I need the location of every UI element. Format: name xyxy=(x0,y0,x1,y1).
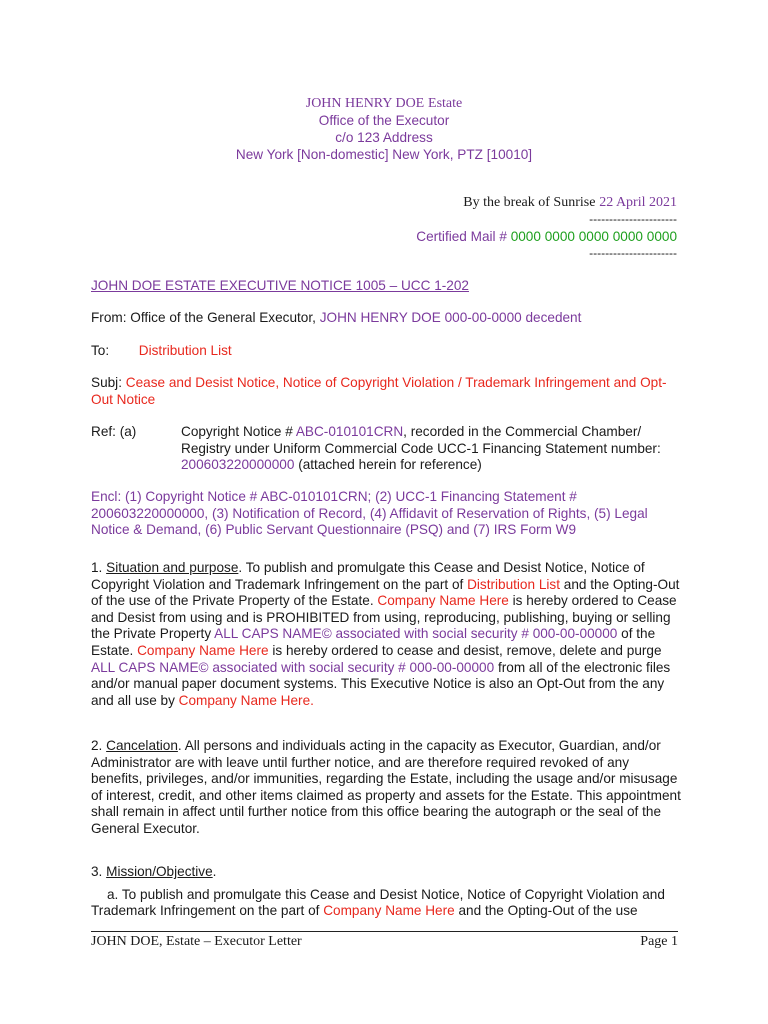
estate-name: JOHN HENRY DOE xyxy=(305,96,425,111)
address-line: c/o 123 Address xyxy=(335,130,433,145)
para3-text-2: and the Opting-Out of the use xyxy=(458,903,638,919)
para3-company-name: Company Name Here xyxy=(323,903,455,919)
para1-company-name-2: Company Name Here xyxy=(137,642,269,658)
page-number: Page 1 xyxy=(640,934,678,949)
enclosures-label: Encl: xyxy=(91,489,122,504)
reference-text xyxy=(181,424,681,474)
para2-text: . All persons and individuals acting in the capacity as Executor, Guardian, and/or Administrator are with leave until further notice, and are therefore required revoked of any benefits, privileges, and/or immunities, regarding the Estate, including the usage and/or misusage of interest, credit, and other items claimed as property and assets for the Estate. This appointment shall remain in affect until further notice from this office bearing the autograph or the seal of the General Executor. xyxy=(91,738,681,836)
para3-sub-label: a. xyxy=(107,886,119,902)
from-office: Office of the General Executor, xyxy=(130,310,316,325)
subject-value: Cease and Desist Notice, Notice of Copyright Violation / Trademark Infringement and Opt-Out Notice xyxy=(91,375,667,407)
footer-title: JOHN DOE, Estate – Executor Letter xyxy=(91,934,302,949)
para2-number: 2. xyxy=(91,738,103,753)
paragraph-cancelation xyxy=(91,738,681,838)
subject-label: Subj: xyxy=(91,375,122,390)
certified-mail-number: 0000 0000 0000 0000 0000 xyxy=(510,229,677,244)
divider-dashes-top: ---------------------- xyxy=(589,212,677,226)
letterhead xyxy=(0,94,768,163)
from-line xyxy=(91,310,681,327)
para1-heading: Situation and purpose xyxy=(106,560,239,575)
para3-text-1: To publish and promulgate this Cease and Desist Notice, Notice of Copyright Violation and Trademark Infringement on the part of xyxy=(91,886,665,919)
para1-text-2: and the Opting-Out of the use of the Private Property of the Estate. xyxy=(91,576,680,609)
letter-date: 22 April 2021 xyxy=(599,195,677,210)
enclosures-block xyxy=(91,489,681,539)
ref-text-2: , recorded in the Commercial Chamber/ Registry under Uniform Commercial Code UCC-1 Financing Statement number: xyxy=(181,424,661,456)
para1-caps-name-1: ALL CAPS NAME© associated with social security # 000-00-00000 xyxy=(214,626,618,642)
para1-company-name-1: Company Name Here xyxy=(377,593,509,609)
para1-distribution-list: Distribution List xyxy=(467,576,560,592)
date-prefix: By the break of Sunrise xyxy=(463,195,596,210)
to-line xyxy=(91,343,681,360)
para1-company-name-3: Company Name Here. xyxy=(178,692,314,708)
certified-mail-label: Certified Mail # xyxy=(416,229,507,244)
city-line: New York [Non-domestic] New York, PTZ [10010] xyxy=(235,147,533,162)
enclosures-value: (1) Copyright Notice # ABC-010101CRN; (2) UCC-1 Financing Statement # 200603220000000, (3) Notification of Record, (4) Affidavit of Reservation of Rights, (5) Legal Notice & Demand, (6) Public Servant Questionnaire (PSQ) and (7) IRS Form W9 xyxy=(91,489,648,538)
subject-line xyxy=(91,375,681,408)
para1-text-4: of the Estate. xyxy=(91,626,656,658)
para1-text-1: . To publish and promulgate this Cease and Desist Notice, Notice of Copyright Violation and Trademark Infringement on the part of xyxy=(91,560,645,592)
para3-number: 3. xyxy=(91,864,103,879)
para1-text-5: is hereby ordered to cease and desist, remove, delete and purge xyxy=(272,642,662,658)
paragraph-situation xyxy=(91,560,681,709)
para1-caps-name-2: ALL CAPS NAME© associated with social security # 000-00-00000 xyxy=(91,659,495,675)
notice-title: JOHN DOE ESTATE EXECUTIVE NOTICE 1005 – UCC 1-202 xyxy=(91,278,469,293)
estate-title xyxy=(0,94,768,112)
date-block xyxy=(416,193,677,262)
estate-suffix: Estate xyxy=(428,96,463,111)
para3-heading: Mission/Objective xyxy=(106,864,213,879)
from-name: JOHN HENRY DOE 000-00-0000 decedent xyxy=(319,310,582,325)
ref-text-3: (attached herein for reference) xyxy=(298,457,482,473)
to-label: To: xyxy=(91,343,110,358)
divider-dashes-bottom: ---------------------- xyxy=(589,246,677,260)
financing-statement-number: 200603220000000 xyxy=(181,457,295,473)
office-line: Office of the Executor xyxy=(318,113,450,128)
ref-text-1: Copyright Notice # xyxy=(181,424,293,439)
from-label: From: xyxy=(91,310,127,325)
to-value: Distribution List xyxy=(138,343,232,358)
para3-heading-end: . xyxy=(212,864,217,879)
para1-text-3: is hereby ordered to Cease and Desist from using and is PROHIBITED from using, reproducing, publishing, buying or selling the Private Property xyxy=(91,593,677,642)
footer-rule xyxy=(91,931,678,932)
para1-number: 1. xyxy=(91,560,103,575)
paragraph-mission xyxy=(91,864,681,920)
para2-heading: Cancelation xyxy=(106,738,178,753)
para1-text-6: from all of the electronic files and/or manual paper document systems. This Executive Notice is also an Opt-Out from the any and all use by xyxy=(91,659,671,708)
reference-label: Ref: (a) xyxy=(91,424,137,439)
copyright-notice-number: ABC-010101CRN xyxy=(295,424,404,439)
